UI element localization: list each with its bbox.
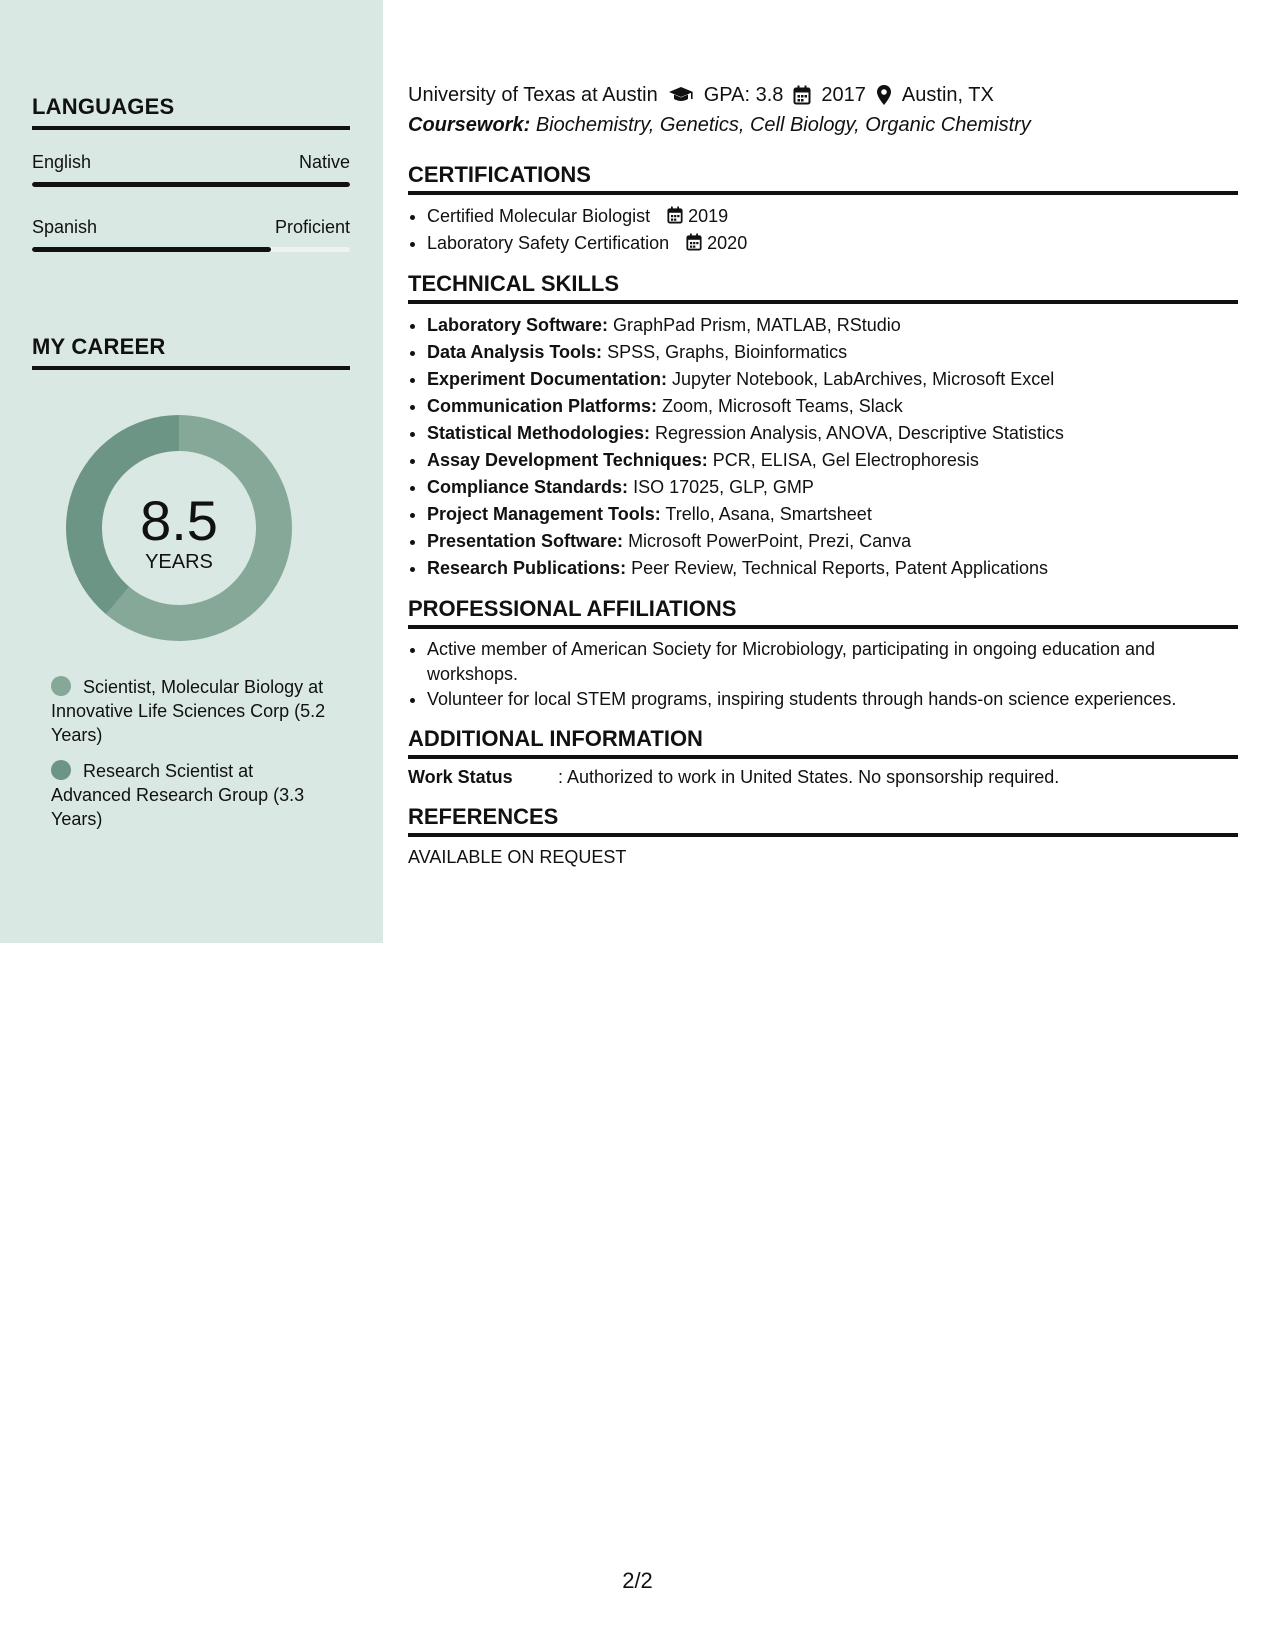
education-coursework xyxy=(408,110,1238,140)
skill-value: Regression Analysis, ANOVA, Descriptive Statistics xyxy=(655,423,1064,443)
certifications-section xyxy=(408,162,1238,257)
affiliation-item: • Volunteer for local STEM programs, inspiring students through hands-on science experiences. xyxy=(427,687,1238,712)
language-name: English xyxy=(32,152,92,172)
career-item-text: Research Scientist at Advanced Research Group (3.3 Years) xyxy=(51,761,305,829)
skill-value: GraphPad Prism, MATLAB, RStudio xyxy=(613,315,901,335)
certification-item xyxy=(427,230,1238,257)
skill-value: Zoom, Microsoft Teams, Slack xyxy=(662,396,903,416)
career-color-dot xyxy=(51,760,71,780)
language-level-bar xyxy=(32,182,350,187)
skill-value: Jupyter Notebook, LabArchives, Microsoft Excel xyxy=(672,369,1055,389)
language-level-bar xyxy=(32,247,350,252)
career-total-unit: YEARS xyxy=(145,551,213,573)
language-level: Proficient xyxy=(274,217,350,237)
skill-item xyxy=(427,555,1238,582)
calendar-icon xyxy=(667,206,683,224)
affiliations-section xyxy=(408,596,1238,712)
language-name: Spanish xyxy=(32,217,98,237)
skills-title: TECHNICAL SKILLS xyxy=(408,271,1238,304)
language-level: Native xyxy=(298,152,350,172)
skill-label: Experiment Documentation: xyxy=(427,369,668,389)
calendar-icon xyxy=(686,233,702,251)
skills-list xyxy=(408,312,1238,582)
skill-item xyxy=(427,528,1238,555)
language-level-fill xyxy=(32,182,350,187)
skill-item xyxy=(427,366,1238,393)
sidebar xyxy=(0,0,383,943)
skill-item xyxy=(427,339,1238,366)
certification-date xyxy=(667,206,728,226)
work-status-value: : Authorized to work in United States. No sponsorship required. xyxy=(558,767,1060,787)
certification-year: 2020 xyxy=(707,233,748,253)
skill-label: Statistical Methodologies: xyxy=(427,423,651,443)
certifications-title: CERTIFICATIONS xyxy=(408,162,1238,195)
affiliations-list xyxy=(408,637,1238,712)
career-heading: MY CAREER xyxy=(32,334,350,370)
skill-label: Project Management Tools: xyxy=(427,504,661,524)
education-year: 2017 xyxy=(821,84,866,106)
languages-section xyxy=(32,94,350,252)
references-text: AVAILABLE ON REQUEST xyxy=(408,847,627,867)
skill-value: Microsoft PowerPoint, Prezi, Canva xyxy=(628,531,912,551)
skill-item xyxy=(427,501,1238,528)
skill-item xyxy=(427,447,1238,474)
skill-item xyxy=(427,393,1238,420)
career-item xyxy=(51,759,331,831)
map-pin-icon xyxy=(876,84,892,106)
work-status-row xyxy=(408,767,1238,788)
additional-title: ADDITIONAL INFORMATION xyxy=(408,726,1238,759)
skill-value: ISO 17025, GLP, GMP xyxy=(633,477,814,497)
certification-name: Laboratory Safety Certification xyxy=(427,233,670,253)
certifications-list xyxy=(408,203,1238,257)
references-title: REFERENCES xyxy=(408,804,1238,837)
work-status-label: Work Status xyxy=(408,767,513,787)
coursework-value: Biochemistry, Genetics, Cell Biology, Organic Chemistry xyxy=(535,114,1031,136)
career-item xyxy=(51,675,331,747)
skill-value: Trello, Asana, Smartsheet xyxy=(665,504,872,524)
education-line xyxy=(408,80,1238,110)
skill-label: Research Publications: xyxy=(427,558,627,578)
skill-label: Data Analysis Tools: xyxy=(427,342,603,362)
career-list xyxy=(51,675,331,843)
affiliations-title: PROFESSIONAL AFFILIATIONS xyxy=(408,596,1238,629)
skill-value: PCR, ELISA, Gel Electrophoresis xyxy=(712,450,979,470)
main-content xyxy=(408,80,1238,868)
career-color-dot xyxy=(51,676,71,696)
language-item-english xyxy=(32,152,350,187)
skill-label: Laboratory Software: xyxy=(427,315,609,335)
education-gpa: GPA: 3.8 xyxy=(703,84,784,106)
certification-name: Certified Molecular Biologist xyxy=(427,206,651,226)
skill-item xyxy=(427,474,1238,501)
certification-year: 2019 xyxy=(688,206,729,226)
career-total-value: 8.5 xyxy=(140,489,218,552)
calendar-icon xyxy=(793,85,811,105)
additional-section xyxy=(408,726,1238,788)
language-item-spanish xyxy=(32,217,350,252)
coursework-label: Coursework: xyxy=(408,114,531,136)
skill-value: Peer Review, Technical Reports, Patent Applications xyxy=(631,558,1048,578)
language-level-fill xyxy=(32,247,271,252)
education-school: University of Texas at Austin xyxy=(408,84,658,106)
page-number: 2/2 xyxy=(622,1568,653,1593)
references-section xyxy=(408,804,1238,868)
affiliation-item: • Active member of American Society for Microbiology, participating in ongoing education and workshops. xyxy=(427,637,1238,687)
education-location: Austin, TX xyxy=(901,84,994,106)
skill-value: SPSS, Graphs, Bioinformatics xyxy=(607,342,848,362)
skills-section xyxy=(408,271,1238,582)
skill-label: Compliance Standards: xyxy=(427,477,629,497)
graduation-cap-icon xyxy=(668,85,694,105)
career-section xyxy=(32,334,350,370)
skill-item xyxy=(427,420,1238,447)
career-item-text: Scientist, Molecular Biology at Innovative Life Sciences Corp (5.2 Years) xyxy=(51,677,326,745)
certification-date xyxy=(686,233,747,253)
skill-label: Presentation Software: xyxy=(427,531,624,551)
skill-label: Assay Development Techniques: xyxy=(427,450,708,470)
skill-label: Communication Platforms: xyxy=(427,396,658,416)
certification-item xyxy=(427,203,1238,230)
languages-heading: LANGUAGES xyxy=(32,94,350,130)
skill-item xyxy=(427,312,1238,339)
career-donut-chart xyxy=(66,415,292,641)
